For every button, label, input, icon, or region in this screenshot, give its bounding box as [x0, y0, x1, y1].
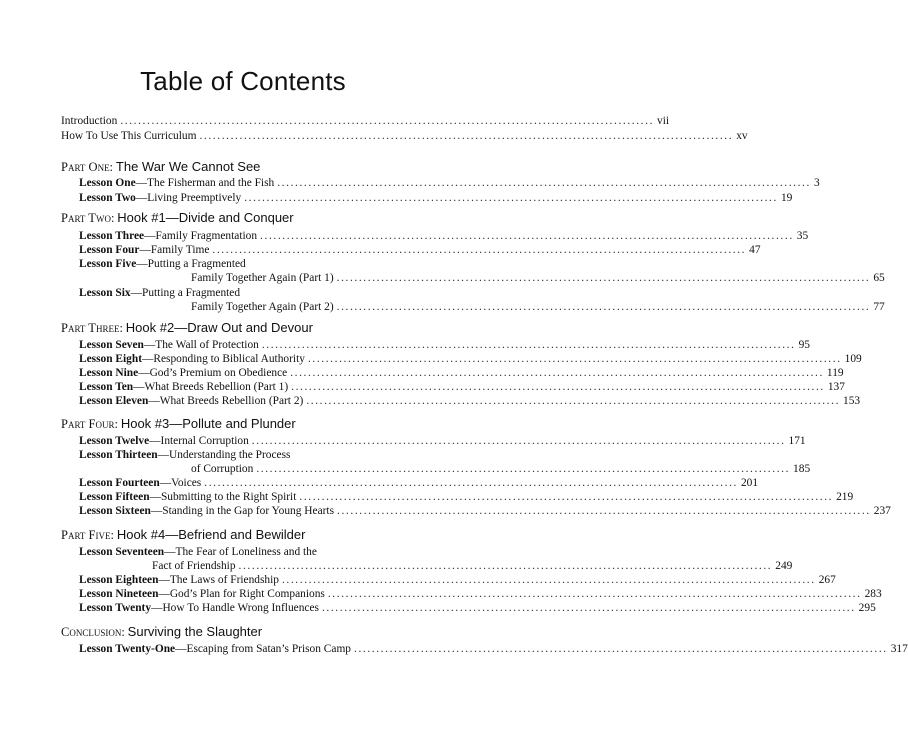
lesson-name: Lesson Two	[79, 192, 136, 204]
entry-label: How To Use This Curriculum	[61, 130, 197, 142]
part-heading	[61, 208, 294, 228]
lesson-title: —Putting a Fragmented	[130, 287, 241, 299]
lesson-title: —God’s Premium on Obedience	[138, 367, 288, 379]
dot-leader: ........................................................................................................................	[261, 339, 796, 351]
dot-leader: ........................................................................................................................	[199, 130, 734, 142]
lesson-title: —What Breeds Rebellion (Part 1)	[133, 381, 289, 393]
lesson-name: Lesson Seven	[79, 339, 144, 351]
lesson-title-continued: Family Together Again (Part 2)	[191, 301, 334, 313]
lesson-name: Lesson Nine	[79, 367, 139, 379]
page-number: 153	[843, 395, 861, 407]
lesson-name: Lesson Twenty	[79, 602, 152, 614]
part-title: Hook #2—Draw Out and Devour	[125, 320, 313, 335]
page-number: 295	[858, 602, 876, 614]
lesson-title: —Voices	[159, 477, 202, 489]
lesson-name: Lesson Five	[79, 258, 137, 270]
part-prefix: Part Five:	[61, 528, 114, 542]
dot-leader: ........................................................................................................................	[337, 505, 871, 517]
lesson-title: —Internal Corruption	[149, 435, 249, 447]
toc-entry-how-to-use[interactable]	[61, 128, 748, 144]
part-title: Hook #1—Divide and Conquer	[117, 210, 294, 225]
lesson-title: —How To Handle Wrong Influences	[151, 602, 319, 614]
part-heading	[61, 157, 260, 177]
page-number: 249	[775, 560, 793, 572]
dot-leader: ........................................................................................................................	[251, 435, 786, 447]
page-number: 95	[798, 339, 810, 351]
part-heading	[61, 318, 313, 338]
lesson-title: —Escaping from Satan’s Prison Camp	[175, 643, 351, 655]
part-title: Hook #3—Pollute and Plunder	[120, 416, 296, 431]
lesson-name: Lesson Eighteen	[79, 574, 159, 586]
page-number: 185	[793, 463, 811, 475]
dot-leader: ........................................................................................................................	[306, 395, 841, 407]
dot-leader: ........................................................................................................................	[244, 192, 778, 204]
toc-entry[interactable]	[79, 503, 891, 519]
page-number: 109	[844, 353, 862, 365]
lesson-name: Lesson Sixteen	[79, 505, 151, 517]
lesson-name: Lesson Seventeen	[79, 546, 165, 558]
toc-entry-continuation[interactable]	[191, 299, 885, 315]
dot-leader: ........................................................................................................................	[281, 574, 816, 586]
lesson-name: Lesson Thirteen	[79, 449, 158, 461]
dot-leader: ........................................................................................................................	[321, 602, 856, 614]
lesson-title: —The Laws of Friendship	[158, 574, 279, 586]
lesson-name: Lesson Twelve	[79, 435, 150, 447]
dot-leader: ........................................................................................................................	[260, 230, 794, 242]
lesson-title: —Putting a Fragmented	[136, 258, 246, 270]
lesson-name: Lesson Four	[79, 244, 140, 256]
page-number: 317	[890, 643, 908, 655]
dot-leader: ........................................................................................................................	[354, 643, 888, 655]
dot-leader: ........................................................................................................................	[120, 115, 655, 127]
lesson-title-continued: of Corruption	[191, 463, 254, 475]
lesson-title: —Standing in the Gap for Young Hearts	[150, 505, 335, 517]
page-number: 219	[836, 491, 854, 503]
lesson-title: —God’s Plan for Right Companions	[158, 588, 325, 600]
part-heading	[61, 414, 296, 434]
page-number: 35	[796, 230, 809, 242]
dot-leader: ........................................................................................................................	[327, 588, 862, 600]
lesson-name: Lesson Eight	[79, 353, 142, 365]
dot-leader: ........................................................................................................................	[277, 177, 811, 189]
part-heading	[61, 622, 262, 642]
dot-leader: ........................................................................................................................	[299, 491, 834, 503]
page-number: 137	[827, 381, 845, 393]
part-prefix: Part Four:	[61, 417, 118, 431]
page-number: 267	[818, 574, 836, 586]
part-prefix: Conclusion:	[61, 625, 125, 639]
lesson-title-continued: Family Together Again (Part 1)	[191, 272, 334, 284]
toc-entry[interactable]	[79, 190, 793, 206]
page-number: 47	[749, 244, 761, 256]
dot-leader: ........................................................................................................................	[204, 477, 738, 489]
lesson-title: —The Fear of Loneliness and the	[164, 546, 317, 558]
toc-entry[interactable]	[79, 175, 820, 191]
toc-entry-continuation[interactable]	[191, 270, 885, 286]
dot-leader: ........................................................................................................................	[336, 272, 871, 284]
lesson-name: Lesson Eleven	[79, 395, 149, 407]
dot-leader: ........................................................................................................................	[212, 244, 747, 256]
lesson-name: Lesson Three	[79, 230, 145, 242]
page-number: 171	[788, 435, 806, 447]
part-title: Hook #4—Befriend and Bewilder	[116, 527, 306, 542]
lesson-name: Lesson Twenty-One	[79, 643, 176, 655]
page-number: 65	[873, 272, 885, 284]
entry-label: Introduction	[61, 115, 118, 127]
dot-leader: ........................................................................................................................	[291, 381, 825, 393]
lesson-title: —Living Preemptively	[135, 192, 242, 204]
page-title: Table of Contents	[140, 66, 346, 96]
lesson-name: Lesson Fourteen	[79, 477, 160, 489]
page-number: 237	[873, 505, 891, 517]
toc-entry[interactable]	[79, 600, 876, 616]
dot-leader: ........................................................................................................................	[256, 463, 791, 475]
dot-leader: ........................................................................................................................	[336, 301, 871, 313]
lesson-title: —Responding to Biblical Authority	[141, 353, 305, 365]
dot-leader: ........................................................................................................................	[238, 560, 773, 572]
page-number: 201	[740, 477, 759, 489]
lesson-title: —Understanding the Process	[157, 449, 291, 461]
dot-leader: ........................................................................................................................	[307, 353, 842, 365]
lesson-title-continued: Fact of Friendship	[152, 560, 236, 572]
page-number: xv	[736, 130, 748, 142]
part-title: Surviving the Slaughter	[127, 624, 263, 639]
lesson-title: —Family Fragmentation	[144, 230, 258, 242]
page-number: 283	[864, 588, 882, 600]
part-prefix: Part One:	[61, 160, 114, 174]
lesson-name: Lesson Fifteen	[79, 491, 150, 503]
page-number: 119	[826, 367, 844, 379]
toc-entry-introduction[interactable]	[61, 113, 670, 129]
page-number: 19	[780, 192, 793, 204]
part-prefix: Part Three:	[61, 321, 123, 335]
lesson-name: Lesson Nineteen	[79, 588, 159, 600]
part-heading	[61, 525, 305, 545]
part-prefix: Part Two:	[61, 211, 115, 225]
lesson-title: —Submitting to the Right Spirit	[149, 491, 297, 503]
toc-entry[interactable]	[79, 393, 861, 409]
page-number: 77	[873, 301, 885, 313]
lesson-title: —What Breeds Rebellion (Part 2)	[148, 395, 304, 407]
lesson-title: —The Fisherman and the Fish	[135, 177, 275, 189]
lesson-title: —The Wall of Protection	[143, 339, 259, 351]
part-title: The War We Cannot See	[115, 159, 261, 174]
dot-leader: ........................................................................................................................	[290, 367, 824, 379]
lesson-title: —Family Time	[139, 244, 210, 256]
lesson-name: Lesson One	[79, 177, 136, 189]
lesson-name: Lesson Ten	[79, 381, 134, 393]
lesson-name: Lesson Six	[79, 287, 131, 299]
toc-entry[interactable]	[79, 641, 908, 657]
page-number: vii	[657, 115, 670, 127]
page-number: 3	[813, 177, 820, 189]
